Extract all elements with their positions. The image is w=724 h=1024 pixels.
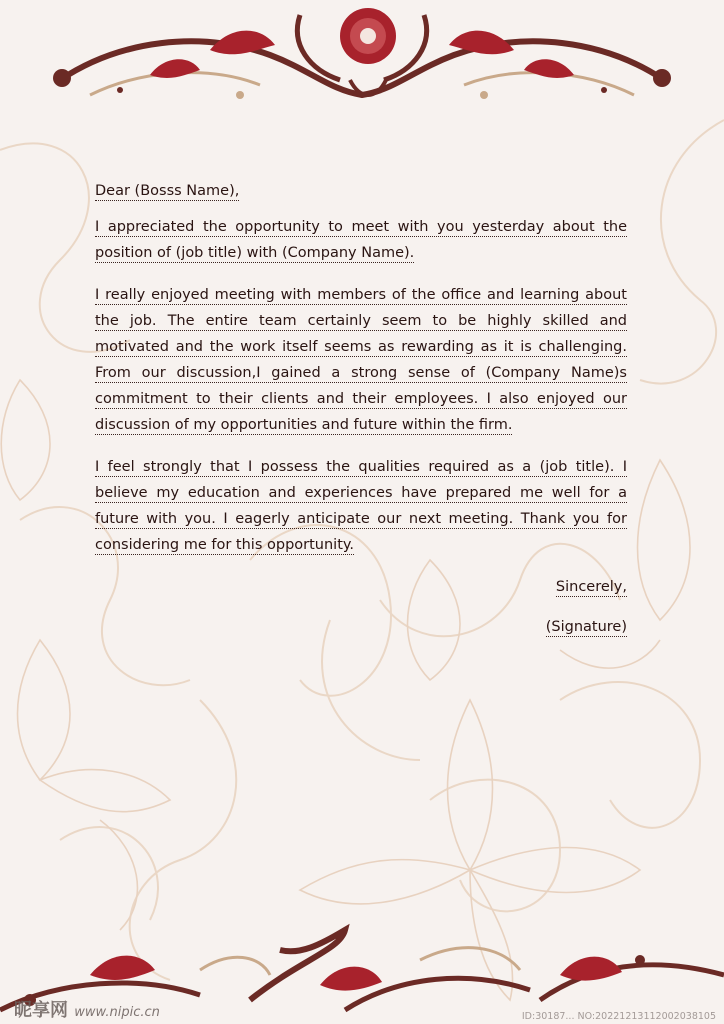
salutation-text: Dear (Bosss Name),: [95, 183, 240, 199]
top-ornament: [53, 8, 671, 99]
watermark-logo: [14, 996, 160, 1022]
watermark-logo-text: 昵享网: [14, 1000, 68, 1021]
watermark-site: www.nipic.cn: [74, 1005, 160, 1020]
paragraph-1-text: I appreciated the opportunity to meet with you yesterday about the position of (job title) with (Company Name).: [95, 219, 627, 261]
letter-body: [95, 178, 627, 654]
closing: [95, 574, 627, 600]
paragraph-2: [95, 282, 627, 438]
closing-text: Sincerely,: [555, 579, 627, 595]
watermark-id: ID:30187... NO:20221213112002038105: [521, 1011, 716, 1022]
paragraph-1: [95, 214, 627, 266]
paragraph-2-text: I really enjoyed meeting with members of the office and learning about the job. The entire team certainly seem to be highly skilled and motivated and the work itself seems as rewarding as it is challenging. From our discussion,I gained a strong sense of (Company Name)s commitment to their clients and their employees. I also enjoyed our discussion of my opportunities and future within the firm.: [95, 287, 627, 433]
signature: [95, 614, 627, 640]
paragraph-3: [95, 454, 627, 558]
signature-text: (Signature): [545, 619, 627, 635]
paragraph-3-text: I feel strongly that I possess the qualities required as a (job title). I believe my education and experiences have prepared me well for a future with you. I eagerly anticipate our next meeting. Thank you for considering me for this opportunity.: [95, 459, 627, 553]
salutation: [95, 178, 627, 204]
